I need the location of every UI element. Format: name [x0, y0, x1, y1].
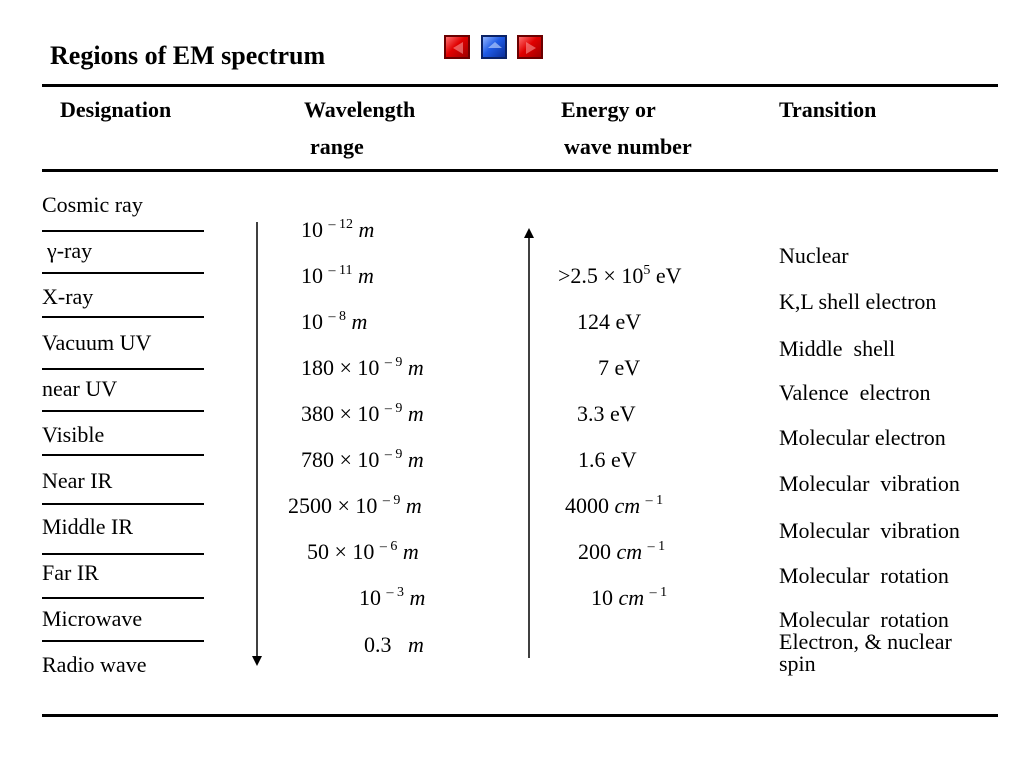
header-wave-number: wave number [564, 134, 692, 159]
wavelength-value [301, 263, 374, 289]
wavelength-value [288, 493, 422, 519]
row-separator [42, 503, 204, 505]
energy-value [578, 447, 637, 473]
row-separator [42, 316, 204, 318]
wavelength-unit: m [358, 217, 375, 242]
nav-forward-button[interactable] [517, 35, 543, 59]
energy-unit: cm [614, 493, 641, 518]
header-energy: Energy or [561, 97, 656, 122]
wavelength-base: 10 [301, 217, 323, 242]
transition-label: Nuclear [779, 243, 849, 268]
designation-label: Far IR [42, 560, 99, 585]
energy-base: 10 [591, 585, 619, 610]
wavelength-value [307, 539, 419, 565]
wavelength-exponent: – 8 [328, 309, 346, 324]
wavelength-base: 10 [359, 585, 381, 610]
designation-label: Cosmic ray [42, 192, 143, 217]
designation-label: Radio wave [42, 652, 147, 677]
transition-label: K,L shell electron [779, 289, 937, 314]
wavelength-unit: m [402, 539, 419, 564]
transition-label: Molecular vibration [779, 518, 960, 543]
wavelength-unit: m [357, 263, 374, 288]
page-title: Regions of EM spectrum [50, 41, 326, 70]
energy-base: 4000 [565, 493, 615, 518]
designation-label: Vacuum UV [42, 330, 152, 355]
wavelength-value [364, 632, 424, 658]
wavelength-value [301, 309, 367, 335]
wavelength-exponent: – 9 [384, 355, 403, 370]
energy-unit: cm [616, 539, 643, 564]
row-separator [42, 410, 204, 412]
row-separator [42, 454, 204, 456]
wavelength-base: 10 [301, 263, 323, 288]
row-separator [42, 640, 204, 642]
wavelength-exponent: – 3 [386, 585, 404, 600]
energy-base: 124 eV [577, 309, 642, 334]
designation-label: Near IR [42, 468, 113, 493]
transition-label: Molecular rotation [779, 563, 949, 588]
energy-base: >2.5 × 10 [558, 263, 644, 288]
nav-home-button[interactable] [481, 35, 507, 59]
nav-back-icon [449, 40, 467, 56]
transition-label: Valence electron [779, 380, 931, 405]
header-transition: Transition [779, 97, 877, 122]
wavelength-increase-arrow [250, 220, 264, 670]
wavelength-unit: m [405, 493, 422, 518]
energy-exponent: – 1 [649, 585, 668, 600]
wavelength-exponent: – 9 [382, 493, 401, 508]
wavelength-unit: m [407, 355, 424, 380]
energy-value [558, 263, 681, 289]
designation-label: Microwave [42, 606, 143, 631]
row-separator [42, 230, 204, 232]
wavelength-value [359, 585, 425, 611]
energy-value [578, 539, 665, 565]
bottom-rule [42, 714, 998, 717]
energy-value [565, 493, 663, 519]
energy-increase-arrow [522, 226, 536, 660]
header-wavelength-range: range [310, 134, 364, 159]
wavelength-base: 2500 × 10 [288, 493, 378, 518]
wavelength-unit: m [407, 401, 424, 426]
top-rule [42, 84, 998, 87]
wavelength-value [301, 447, 424, 473]
transition-label: Electron, & nuclear [779, 629, 952, 654]
energy-exponent: – 1 [645, 493, 664, 508]
wavelength-base: 10 [301, 309, 323, 334]
energy-suffix: eV [650, 263, 682, 288]
energy-value [577, 401, 636, 427]
wavelength-unit: m [409, 585, 426, 610]
wavelength-unit: m [351, 309, 368, 334]
wavelength-value [301, 355, 424, 381]
wavelength-base: 0.3 [364, 632, 392, 657]
designation-label: near UV [42, 376, 118, 401]
energy-base: 200 [578, 539, 617, 564]
header-wavelength: Wavelength [304, 97, 416, 122]
transition-label: Molecular rotation [779, 607, 949, 632]
row-separator [42, 368, 204, 370]
header-designation: Designation [60, 97, 172, 122]
nav-home-icon [486, 40, 504, 56]
energy-value [577, 309, 641, 335]
wavelength-base: 50 × 10 [307, 539, 375, 564]
header-rule [42, 169, 998, 172]
wavelength-exponent: – 9 [384, 401, 403, 416]
wavelength-base: 380 × 10 [301, 401, 380, 426]
energy-base: 7 eV [598, 355, 641, 380]
designation-label: X-ray [42, 284, 94, 309]
nav-forward-icon [522, 40, 540, 56]
wavelength-base: 180 × 10 [301, 355, 380, 380]
wavelength-exponent: – 6 [379, 539, 398, 554]
energy-base: 3.3 eV [577, 401, 636, 426]
energy-unit: cm [618, 585, 645, 610]
wavelength-unit: m [408, 632, 424, 657]
wavelength-value [301, 401, 424, 427]
transition-label: Molecular electron [779, 425, 946, 450]
transition-label: Middle shell [779, 336, 896, 361]
energy-exponent: 5 [643, 263, 651, 278]
wavelength-unit: m [407, 447, 424, 472]
energy-value [598, 355, 640, 381]
row-separator [42, 272, 204, 274]
designation-label: Visible [42, 422, 105, 447]
wavelength-exponent: – 9 [384, 447, 403, 462]
row-separator [42, 597, 204, 599]
energy-value [591, 585, 667, 611]
nav-back-button[interactable] [444, 35, 470, 59]
row-separator [42, 553, 204, 555]
wavelength-base: 780 × 10 [301, 447, 380, 472]
transition-label: spin [779, 651, 816, 676]
transition-label: Molecular vibration [779, 471, 960, 496]
energy-base: 1.6 eV [578, 447, 637, 472]
wavelength-exponent: – 12 [328, 217, 353, 232]
designation-label: γ-ray [47, 238, 93, 263]
wavelength-exponent: – 11 [328, 263, 353, 278]
wavelength-value [301, 217, 374, 243]
energy-exponent: – 1 [647, 539, 666, 554]
designation-label: Middle IR [42, 514, 134, 539]
